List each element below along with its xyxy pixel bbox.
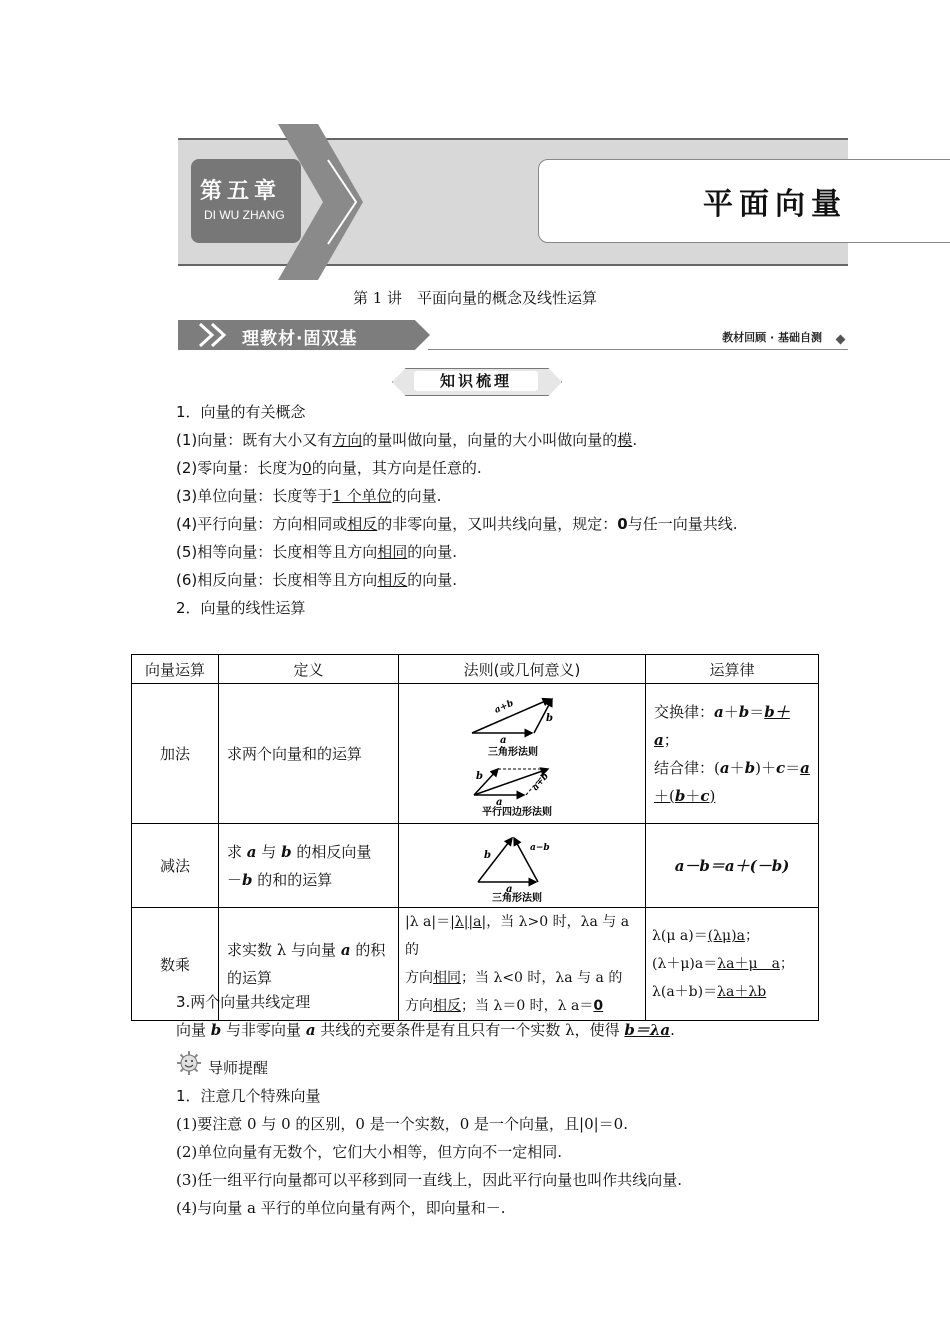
chapter-number-pinyin: DI WU ZHANG (204, 208, 285, 222)
table-header: 向量运算 (132, 655, 219, 684)
vector-label: a+b (530, 770, 551, 793)
law-label: 交换律： (654, 702, 715, 721)
table-header-row (132, 655, 819, 684)
vector-label: a−b (530, 842, 550, 853)
chapter-banner (178, 124, 848, 280)
op-rule-text: |λ a|＝|λ||a|，当 λ>0 时，λa 与 a 的 方向相同；当 λ<0 时，λa 与 a 的 方向相反；当 λ＝0 时，λ a＝0 (399, 908, 646, 1021)
tips-item: (4)与向量 a 平行的单位向量有两个，即向量和－. (176, 1199, 506, 1217)
concepts-heading: 1．向量的有关概念 (176, 403, 306, 421)
section-bar-title: 理教材·固双基 (242, 329, 358, 349)
concept-item: (6)相反向量：长度相等且方向相反的向量. (176, 571, 458, 589)
concept-item: (2)零向量：长度为0的向量，其方向是任意的. (176, 459, 482, 477)
diagram-caption: 平行四边形法则 (482, 806, 552, 817)
op-law (646, 684, 819, 824)
associative-law: 结合律：(a＋b)＋c＝a (654, 758, 810, 777)
table-header: 法则(或几何意义) (399, 655, 646, 684)
table-header: 定义 (219, 655, 399, 684)
op-definition: 求 a 与 b 的相反向量 －b 的和的运算 (219, 824, 399, 908)
tips-item: (1)要注意 0 与 0 的区别，0 是一个实数，0 是一个向量，且|0|＝0. (176, 1115, 628, 1133)
knowledge-tag (392, 368, 560, 394)
concept-item: (1)向量：既有大小又有方向的量叫做向量，向量的大小叫做向量的模. (176, 431, 638, 449)
associative-law-cont: ＋(b＋c) (654, 786, 716, 805)
tips-heading: 1．注意几个特殊向量 (176, 1087, 321, 1105)
concept-item: (5)相等向量：长度相等且方向相同的向量. (176, 543, 458, 561)
chapter-number: 第五章 (200, 179, 282, 204)
section-bar-rule (428, 349, 848, 350)
section-bar-subtitle: 教材回顾 · 基础自测 (722, 331, 822, 344)
op-rule-diagrams (399, 684, 646, 824)
sun-face-icon (176, 1050, 202, 1076)
vector-label: b (546, 712, 553, 724)
diagram-caption: 三角形法则 (492, 892, 542, 902)
op-name: 数乘 (132, 908, 219, 1021)
concept-item: (3)单位向量：长度等于1 个单位的向量. (176, 487, 442, 505)
op-name: 减法 (132, 824, 219, 908)
linear-operations-table (131, 654, 819, 1021)
op-law: λ(μ a)＝(λμ)a； (λ＋μ)a＝λa＋μ a； λ(a＋b)＝λa＋λb (646, 908, 819, 1021)
op-law: a－b＝a＋(－b) (646, 824, 819, 908)
collinear-heading: 3.两个向量共线定理 (176, 993, 311, 1011)
diagram-caption: 三角形法则 (488, 746, 538, 757)
lesson-title: 第 1 讲 平面向量的概念及线性运算 (352, 289, 598, 307)
chapter-title: 平面向量 (538, 159, 950, 243)
parallelogram-rule-diagram (462, 757, 582, 817)
tips-title: 导师提醒 (208, 1059, 269, 1077)
knowledge-tag-label: 知识梳理 (414, 371, 538, 391)
triangle-rule-diagram (462, 691, 582, 757)
vector-label: a (506, 883, 513, 895)
vector-label: a (500, 734, 507, 746)
table-row (132, 824, 819, 908)
linear-ops-heading: 2．向量的线性运算 (176, 599, 306, 617)
collinear-statement: 向量 b 与非零向量 a 共线的充要条件是有且只有一个实数 λ，使得 b＝λa. (176, 1021, 675, 1039)
vector-label: b (484, 849, 491, 861)
op-name: 加法 (132, 684, 219, 824)
tips-item: (2)单位向量有无数个，它们大小相等，但方向不一定相同. (176, 1143, 563, 1161)
vector-label: a+b (493, 698, 516, 716)
vector-label: a (496, 796, 503, 808)
law-label: 结合律： (654, 758, 715, 777)
concept-item: (4)平行向量：方向相同或相反的非零向量，又叫共线向量，规定：0与任一向量共线. (176, 515, 738, 533)
table-row (132, 684, 819, 824)
op-rule-diagrams (399, 824, 646, 908)
commutative-law: 交换律：a＋b＝b＋a； (654, 702, 790, 749)
vector-label: b (476, 770, 483, 782)
tips-item: (3)任一组平行向量都可以平移到同一直线上，因此平行向量也叫作共线向量. (176, 1171, 683, 1189)
subtraction-triangle-diagram (462, 830, 582, 902)
table-header: 运算律 (646, 655, 819, 684)
op-definition: 求实数 λ 与向量 a 的积的运算 (219, 908, 399, 1021)
op-definition: 求两个向量和的运算 (219, 684, 399, 824)
section-bar (178, 320, 848, 352)
diamond-icon (836, 335, 846, 345)
double-chevron-icon (196, 320, 236, 350)
